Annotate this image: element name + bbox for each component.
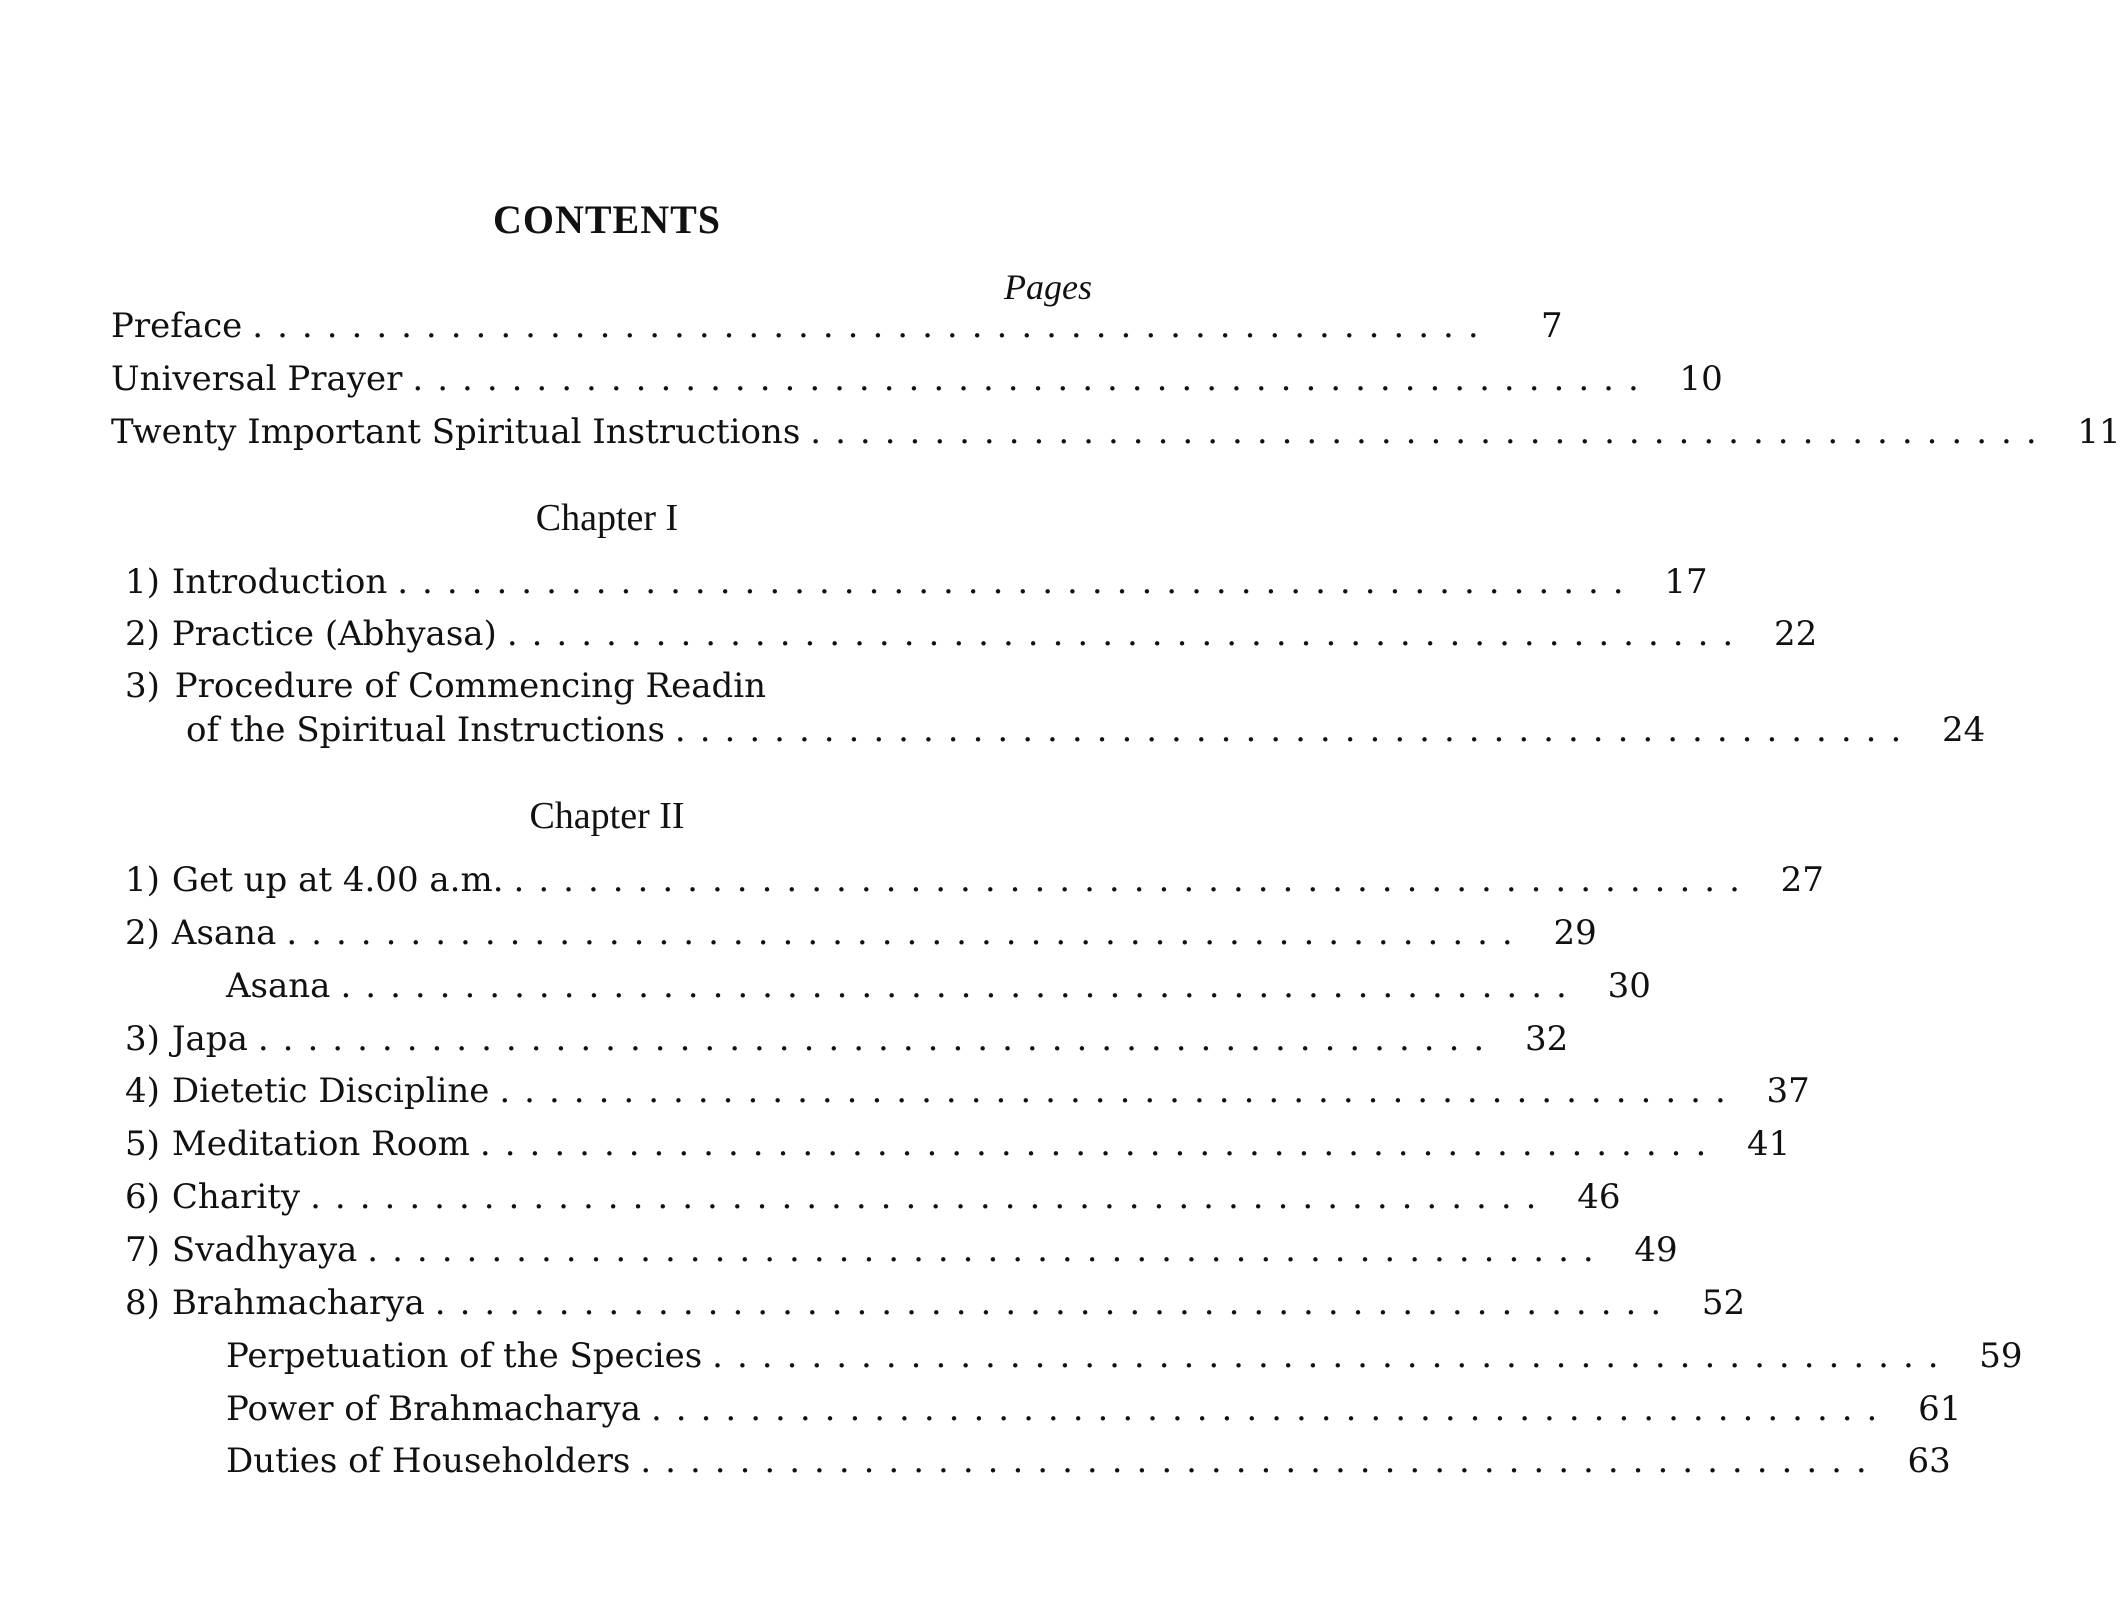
toc-entry-text: Charity	[171, 1177, 301, 1217]
toc-entry	[125, 562, 1708, 610]
toc-entry-text: Twenty Important Spiritual Instructions	[111, 412, 801, 452]
leader-dots: ..................................................	[310, 1177, 1551, 1217]
toc-entry-text: Japa	[171, 1019, 248, 1059]
leader-dots: ..................................................	[340, 966, 1581, 1006]
toc-entry-number: 7)	[125, 1230, 160, 1270]
toc-entry-page: 30	[1607, 966, 1651, 1006]
leader-dots: ..................................................	[286, 913, 1527, 953]
toc-entry-number: 5)	[125, 1124, 160, 1164]
toc-entry-page: 29	[1553, 913, 1597, 953]
leader-dots: ..................................................	[513, 860, 1754, 900]
toc-entry	[125, 614, 1818, 662]
toc-entry-text: Duties of Householders	[226, 1441, 631, 1481]
leader-dots: ..................................................	[252, 306, 1493, 346]
leader-dots: ..................................................	[412, 359, 1653, 399]
toc-entry-preface	[111, 306, 1563, 354]
leader-dots: ..................................................	[479, 1124, 1721, 1164]
leader-dots: ..................................................	[650, 1389, 1892, 1429]
toc-entry-number: 2)	[125, 614, 160, 654]
toc-entry-page: 17	[1664, 562, 1708, 602]
toc-entry	[125, 1071, 1810, 1119]
toc-entry-number: 3)	[125, 666, 160, 706]
toc-entry-page: 41	[1747, 1124, 1791, 1164]
toc-entry-text: Brahmacharya	[171, 1283, 425, 1323]
leader-dots: ..................................................	[397, 562, 1638, 602]
toc-entry	[125, 1124, 1791, 1172]
toc-entry-page: 49	[1634, 1230, 1678, 1270]
toc-entry	[125, 913, 1597, 961]
leader-dots: ..................................................	[257, 1019, 1499, 1059]
leader-dots: ..................................................	[674, 710, 1916, 750]
toc-entry-text: Perpetuation of the Species	[226, 1336, 703, 1376]
toc-entry	[125, 1177, 1621, 1225]
toc-entry-page: 59	[1979, 1336, 2023, 1376]
toc-subentry	[226, 966, 1651, 1014]
toc-entry-page: 11	[2077, 412, 2121, 452]
toc-entry-page: 63	[1907, 1441, 1951, 1481]
toc-entry	[125, 860, 1824, 908]
toc-entry	[125, 1230, 1678, 1278]
toc-entry-page: 32	[1524, 1019, 1569, 1059]
toc-entry-page: 24	[1942, 710, 1986, 750]
toc-subentry	[226, 1441, 1951, 1489]
toc-entry-page: 7	[1541, 306, 1563, 346]
toc-subentry	[226, 1389, 1962, 1437]
leader-dots: ..................................................	[506, 614, 1748, 654]
toc-entry-number: 8)	[125, 1283, 160, 1323]
toc-entry-text: Procedure of Commencing Readin	[174, 666, 767, 706]
toc-entry-text: Power of Brahmacharya	[226, 1389, 641, 1429]
toc-entry-text: Meditation Room	[171, 1124, 470, 1164]
page-title: CONTENTS	[492, 197, 722, 242]
toc-entry-number: 2)	[125, 913, 160, 953]
toc-entry-text: Svadhyaya	[171, 1230, 358, 1270]
toc-entry-universal-prayer	[111, 359, 1723, 407]
toc-entry-number: 6)	[125, 1177, 160, 1217]
toc-subentry	[226, 1336, 2023, 1384]
chapter-1-heading: Chapter I	[535, 497, 679, 539]
toc-entry-text: Preface	[111, 306, 243, 346]
leader-dots: ..................................................	[367, 1230, 1608, 1270]
toc-entry	[125, 1283, 1746, 1331]
toc-entry-text: Get up at 4.00 a.m.	[171, 860, 504, 900]
chapter-2-heading: Chapter II	[529, 795, 685, 837]
toc-entry-text: of the Spiritual Instructions	[186, 710, 665, 750]
toc-entry-page: 46	[1577, 1177, 1621, 1217]
toc-entry-page: 52	[1701, 1283, 1746, 1323]
toc-entry-number: 1)	[125, 860, 160, 900]
toc-entry-number: 4)	[125, 1071, 160, 1111]
leader-dots: ..................................................	[640, 1441, 1881, 1481]
leader-dots: ..................................................	[712, 1336, 1953, 1376]
leader-dots: ..................................................	[499, 1071, 1740, 1111]
toc-entry-page: 37	[1766, 1071, 1810, 1111]
toc-entry-number: 1)	[125, 562, 160, 602]
toc-entry-page: 27	[1780, 860, 1824, 900]
toc-entry-page: 22	[1773, 614, 1818, 654]
toc-entry-page: 61	[1918, 1389, 1962, 1429]
toc-entry	[125, 1019, 1569, 1067]
pages-column-label: Pages	[1004, 267, 1092, 307]
toc-entry-text: Universal Prayer	[111, 359, 403, 399]
leader-dots: ..................................................	[810, 412, 2051, 452]
toc-entry-text: Asana	[171, 913, 277, 953]
toc-entry-line-2	[186, 710, 1986, 758]
toc-entry-page: 10	[1679, 359, 1723, 399]
toc-entry-twenty-instructions	[111, 412, 2121, 460]
leader-dots: ..................................................	[434, 1283, 1676, 1323]
toc-entry-number: 3)	[125, 1019, 160, 1059]
toc-entry-text: Dietetic Discipline	[171, 1071, 490, 1111]
toc-entry-text: Introduction	[171, 562, 388, 602]
toc-entry-text: Asana	[226, 966, 331, 1006]
toc-entry-text: Practice (Abhyasa)	[171, 614, 497, 654]
toc-entry-line-1	[125, 666, 766, 706]
